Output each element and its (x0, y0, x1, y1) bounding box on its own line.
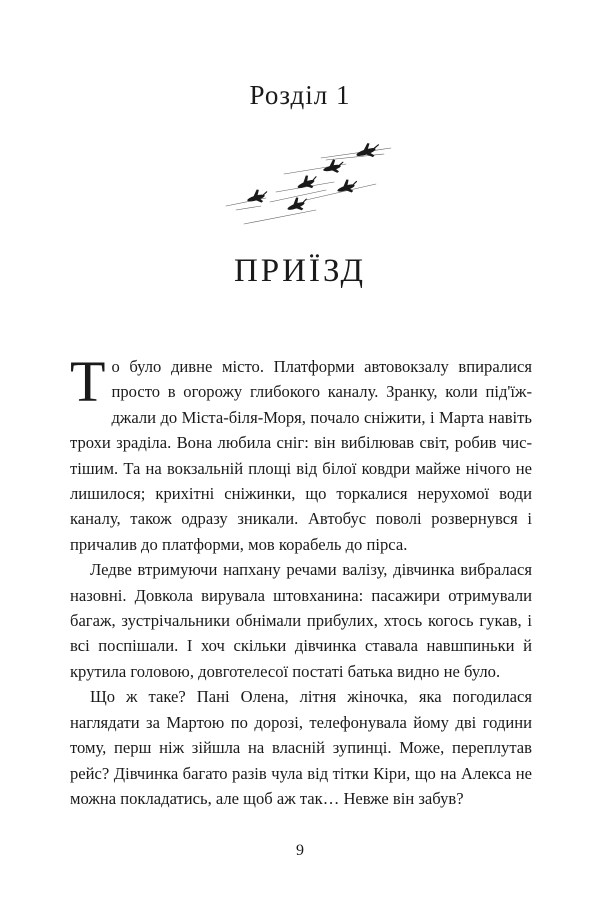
chapter-body (70, 349, 532, 811)
paragraph-3: Що ж таке? Пані Олена, літня жіночка, яка погодилася наглядати за Мартою по дорозі, телефонувала йому дві години тому, перш ніж зійшла на власній зупинці. Може, переплутав рейс? Дівчинка багато разів чула від тітки Кіри, що на Алекса не можна покладатись, але щоб аж так… Невже він забув? (70, 687, 532, 808)
paragraph-2: Ледве втримуючи напхану речами валізу, дівчинка вибралася назовні. Довкола вирувала штовханина: пасажири отримували багаж, зустрічальники обнімали прибулих, хтось когось гукав, і всі поспішали. І хоч скільки дівчинка ставала навшпиньки й крутила головою, довготелесої постаті батька видно не було. (70, 560, 532, 681)
paragraph-1-text: о було дивне місто. Платформи автовокзалу впиралися просто в огорожу глибокого каналу. Зранку, коли під'їжджали до Міста-біля-Моря, почало сніжити, і Марта навіть трохи зраділа. Вона любила сніг: він вибілював світ, робив чистішим. Та на вокзальній площі від білої ковдри майже нічого не лишилося; крихітні сніжинки, що торкалися нерухомої води каналу, також одразу зникали. Автобус поволі розвернувся і причалив до платформи, мов корабель до пірса. (70, 357, 532, 554)
chapter-title: ПРИЇЗД (233, 253, 367, 289)
page-number: 9 (296, 842, 304, 859)
flying-birds-icon (206, 140, 396, 230)
chapter-number: Розділ 1 (249, 80, 351, 110)
paragraph-1 (70, 349, 532, 557)
drop-cap: Т (70, 349, 106, 414)
